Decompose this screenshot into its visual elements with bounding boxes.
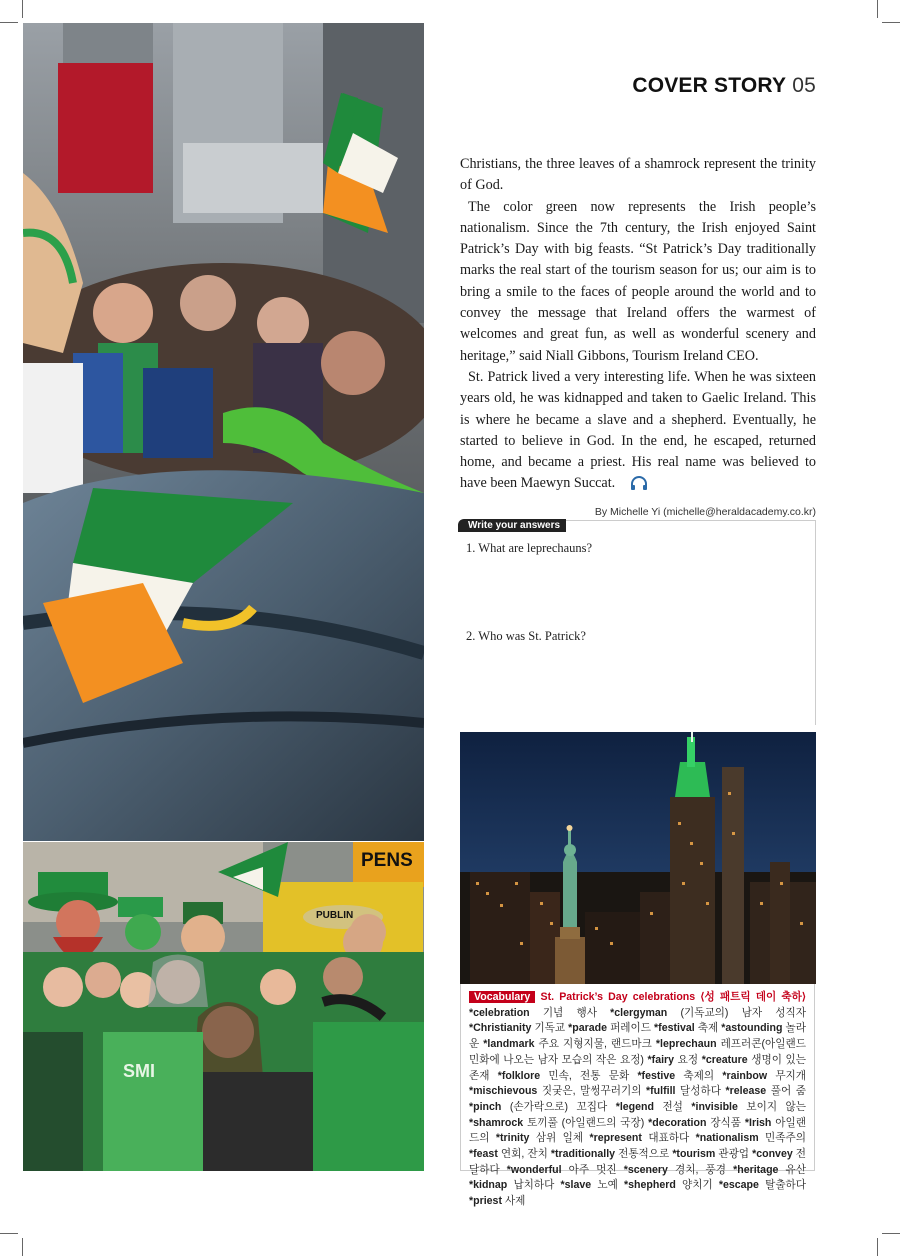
vocab-word: *invisible bbox=[691, 1100, 738, 1113]
byline: By Michelle Yi (michelle@heraldacademy.co.kr) bbox=[594, 505, 816, 518]
shirt-text: SMI bbox=[123, 1061, 156, 1081]
vocab-meaning: 보이지 않는 bbox=[746, 1100, 806, 1113]
vocab-meaning: 유산 bbox=[785, 1163, 806, 1176]
article-paragraph: The color green now represents the Irish people’s nationalism. Since the 7th century, the Irish enjoyed Saint Patrick’s Day with big feasts. “St Patrick’s Day traditionally marks the real start of the tourism season for us; our aim is to bring a smile to the faces of people around the world and to convey the message that Ireland offers the warmest of welcomes and great fun, as well as wonderful scenery and heritage,” said Niall Gibbons, Tourism Ireland CEO. bbox=[460, 198, 816, 364]
vocab-word: *scenery bbox=[623, 1163, 668, 1176]
article-paragraph: Christians, the three leaves of a shamrock represent the trinity of God. bbox=[460, 156, 816, 194]
answer-box bbox=[460, 520, 816, 725]
vocab-word: *folklore bbox=[497, 1069, 541, 1082]
article-paragraph-text: St. Patrick lived a very interesting life. When he was sixteen years old, he was kidnapped and taken to Gaelic Ireland. This is where he became a slave and a shepherd. Eventually, he started to believe in God. In the end, he escaped, returned home, and became a priest. His real name was believed to have been Maewyn Succat. bbox=[460, 368, 816, 492]
vocab-meaning: 민족주의 bbox=[765, 1132, 806, 1145]
article-paragraph bbox=[460, 367, 816, 518]
vocab-word: *festival bbox=[654, 1022, 695, 1035]
answers-label: Write your answers bbox=[458, 519, 566, 532]
vocab-word: *Irish bbox=[744, 1116, 772, 1129]
vocab-meaning: 삼위 일체 bbox=[535, 1132, 584, 1145]
vocab-word: *shamrock bbox=[469, 1116, 524, 1129]
vocab-meaning: 아일랜드의 bbox=[469, 1116, 806, 1145]
vocab-word: *landmark bbox=[483, 1038, 535, 1051]
vocab-word: *decoration bbox=[648, 1116, 707, 1129]
vocab-word: *shepherd bbox=[624, 1179, 676, 1192]
vocab-meaning: 납치하다 bbox=[513, 1179, 555, 1192]
vocab-meaning: 풀어 줌 bbox=[770, 1085, 806, 1098]
vocabulary-box bbox=[460, 984, 815, 1208]
vocab-meaning: 주요 지형지물, 랜드마크 bbox=[538, 1038, 652, 1051]
vocab-meaning: 노예 bbox=[597, 1179, 618, 1192]
vocab-word: *release bbox=[725, 1085, 767, 1098]
vocab-meaning: 짓궂은, 말썽꾸러기의 bbox=[541, 1085, 642, 1098]
vocab-meaning: 무지개 bbox=[775, 1069, 807, 1082]
vocab-word: *leprechaun bbox=[655, 1038, 717, 1051]
question-1: 1. What are leprechauns? bbox=[466, 541, 593, 555]
vocab-word: *pinch bbox=[469, 1100, 502, 1113]
vocab-meaning: 아주 멋진 bbox=[568, 1163, 617, 1176]
vocab-word: *festive bbox=[637, 1069, 676, 1082]
vocab-word: *clergyman bbox=[610, 1006, 668, 1019]
vocab-word: *Christianity bbox=[469, 1022, 532, 1035]
skyline-photo bbox=[460, 732, 816, 984]
vocab-word: *heritage bbox=[733, 1163, 779, 1176]
vocabulary-title: St. Patrick’s Day celebrations ⟨성 패트릭 데이 축하⟩ bbox=[540, 991, 806, 1003]
vocab-meaning: 사제 bbox=[504, 1195, 526, 1208]
page-number: 05 bbox=[792, 74, 816, 97]
vocab-word: *creature bbox=[701, 1053, 748, 1066]
vocab-meaning: 전달하다 bbox=[469, 1148, 807, 1176]
vocab-meaning: 퍼레이드 bbox=[610, 1022, 652, 1035]
vocab-meaning: 기념 행사 bbox=[542, 1006, 597, 1019]
vocab-meaning: 경치, 풍경 bbox=[675, 1163, 726, 1176]
vocab-word: *slave bbox=[560, 1179, 592, 1192]
vocab-meaning: 생명이 있는 존재 bbox=[469, 1053, 806, 1082]
vocab-word: *represent bbox=[589, 1132, 642, 1145]
vocabulary-list bbox=[469, 1007, 806, 1207]
vocab-word: *priest bbox=[469, 1195, 502, 1208]
vocab-meaning: 양치기 bbox=[681, 1179, 713, 1192]
vocab-word: *fairy bbox=[647, 1053, 675, 1066]
question-2: 2. Who was St. Patrick? bbox=[466, 629, 586, 643]
vocab-meaning: 대표하다 bbox=[648, 1132, 690, 1145]
vocab-meaning: 레프러콘(아일랜드 민화에 나오는 남자 모습의 작은 요정) bbox=[469, 1038, 806, 1066]
vocab-meaning: 놀라운 bbox=[469, 1022, 806, 1051]
vocab-word: *legend bbox=[615, 1100, 654, 1113]
vocab-word: *escape bbox=[718, 1179, 759, 1192]
cap-text: PUBLIN bbox=[316, 910, 354, 921]
parade-float-photo bbox=[23, 23, 424, 841]
vocab-word: *celebration bbox=[469, 1006, 530, 1019]
vocab-word: *fulfill bbox=[646, 1085, 676, 1098]
vocab-meaning: 민속, 전통 문화 bbox=[548, 1069, 630, 1082]
vocab-word: *feast bbox=[469, 1148, 498, 1161]
store-sign-text: PENS bbox=[361, 850, 413, 871]
vocab-meaning: 축제 bbox=[697, 1022, 719, 1035]
vocab-meaning: 기독교 bbox=[534, 1022, 566, 1035]
vocab-meaning: 연회, 잔치 bbox=[500, 1148, 548, 1161]
vocab-meaning: (손가락으로) 꼬집다 bbox=[509, 1100, 608, 1113]
article-body bbox=[460, 154, 816, 523]
section-title: COVER STORY bbox=[632, 74, 787, 97]
page-header bbox=[632, 74, 816, 98]
vocab-word: *traditionally bbox=[550, 1148, 616, 1161]
vocab-word: *wonderful bbox=[506, 1163, 562, 1176]
vocabulary-label: Vocabulary bbox=[469, 991, 535, 1003]
vocab-word: *kidnap bbox=[469, 1179, 508, 1192]
crowd-photo bbox=[23, 842, 424, 1171]
vocab-meaning: 축제의 bbox=[683, 1069, 715, 1082]
vocab-word: *trinity bbox=[495, 1132, 530, 1145]
vocab-meaning: (기독교의) 남자 성직자 bbox=[680, 1006, 806, 1019]
vocab-word: *nationalism bbox=[695, 1132, 759, 1145]
vocab-meaning: 탈출하다 bbox=[765, 1179, 807, 1192]
vocab-word: *parade bbox=[568, 1022, 608, 1035]
vocab-word: *tourism bbox=[672, 1148, 716, 1161]
headphones-icon bbox=[622, 475, 648, 498]
vocab-meaning: 전통적으로 bbox=[618, 1148, 670, 1161]
vocab-meaning: 달성하다 bbox=[680, 1085, 721, 1098]
vocab-meaning: 관광업 bbox=[718, 1148, 750, 1161]
vocab-meaning: 전설 bbox=[662, 1100, 683, 1113]
vocab-word: *convey bbox=[752, 1148, 793, 1161]
vocab-meaning: 장식품 bbox=[710, 1116, 742, 1129]
vocab-word: *rainbow bbox=[722, 1069, 768, 1082]
vocab-meaning: 토끼풀 (아일랜드의 국장) bbox=[527, 1116, 645, 1129]
vocab-meaning: 요정 bbox=[677, 1053, 699, 1066]
vocab-word: *mischievous bbox=[469, 1085, 538, 1098]
vocab-word: *astounding bbox=[721, 1022, 783, 1035]
